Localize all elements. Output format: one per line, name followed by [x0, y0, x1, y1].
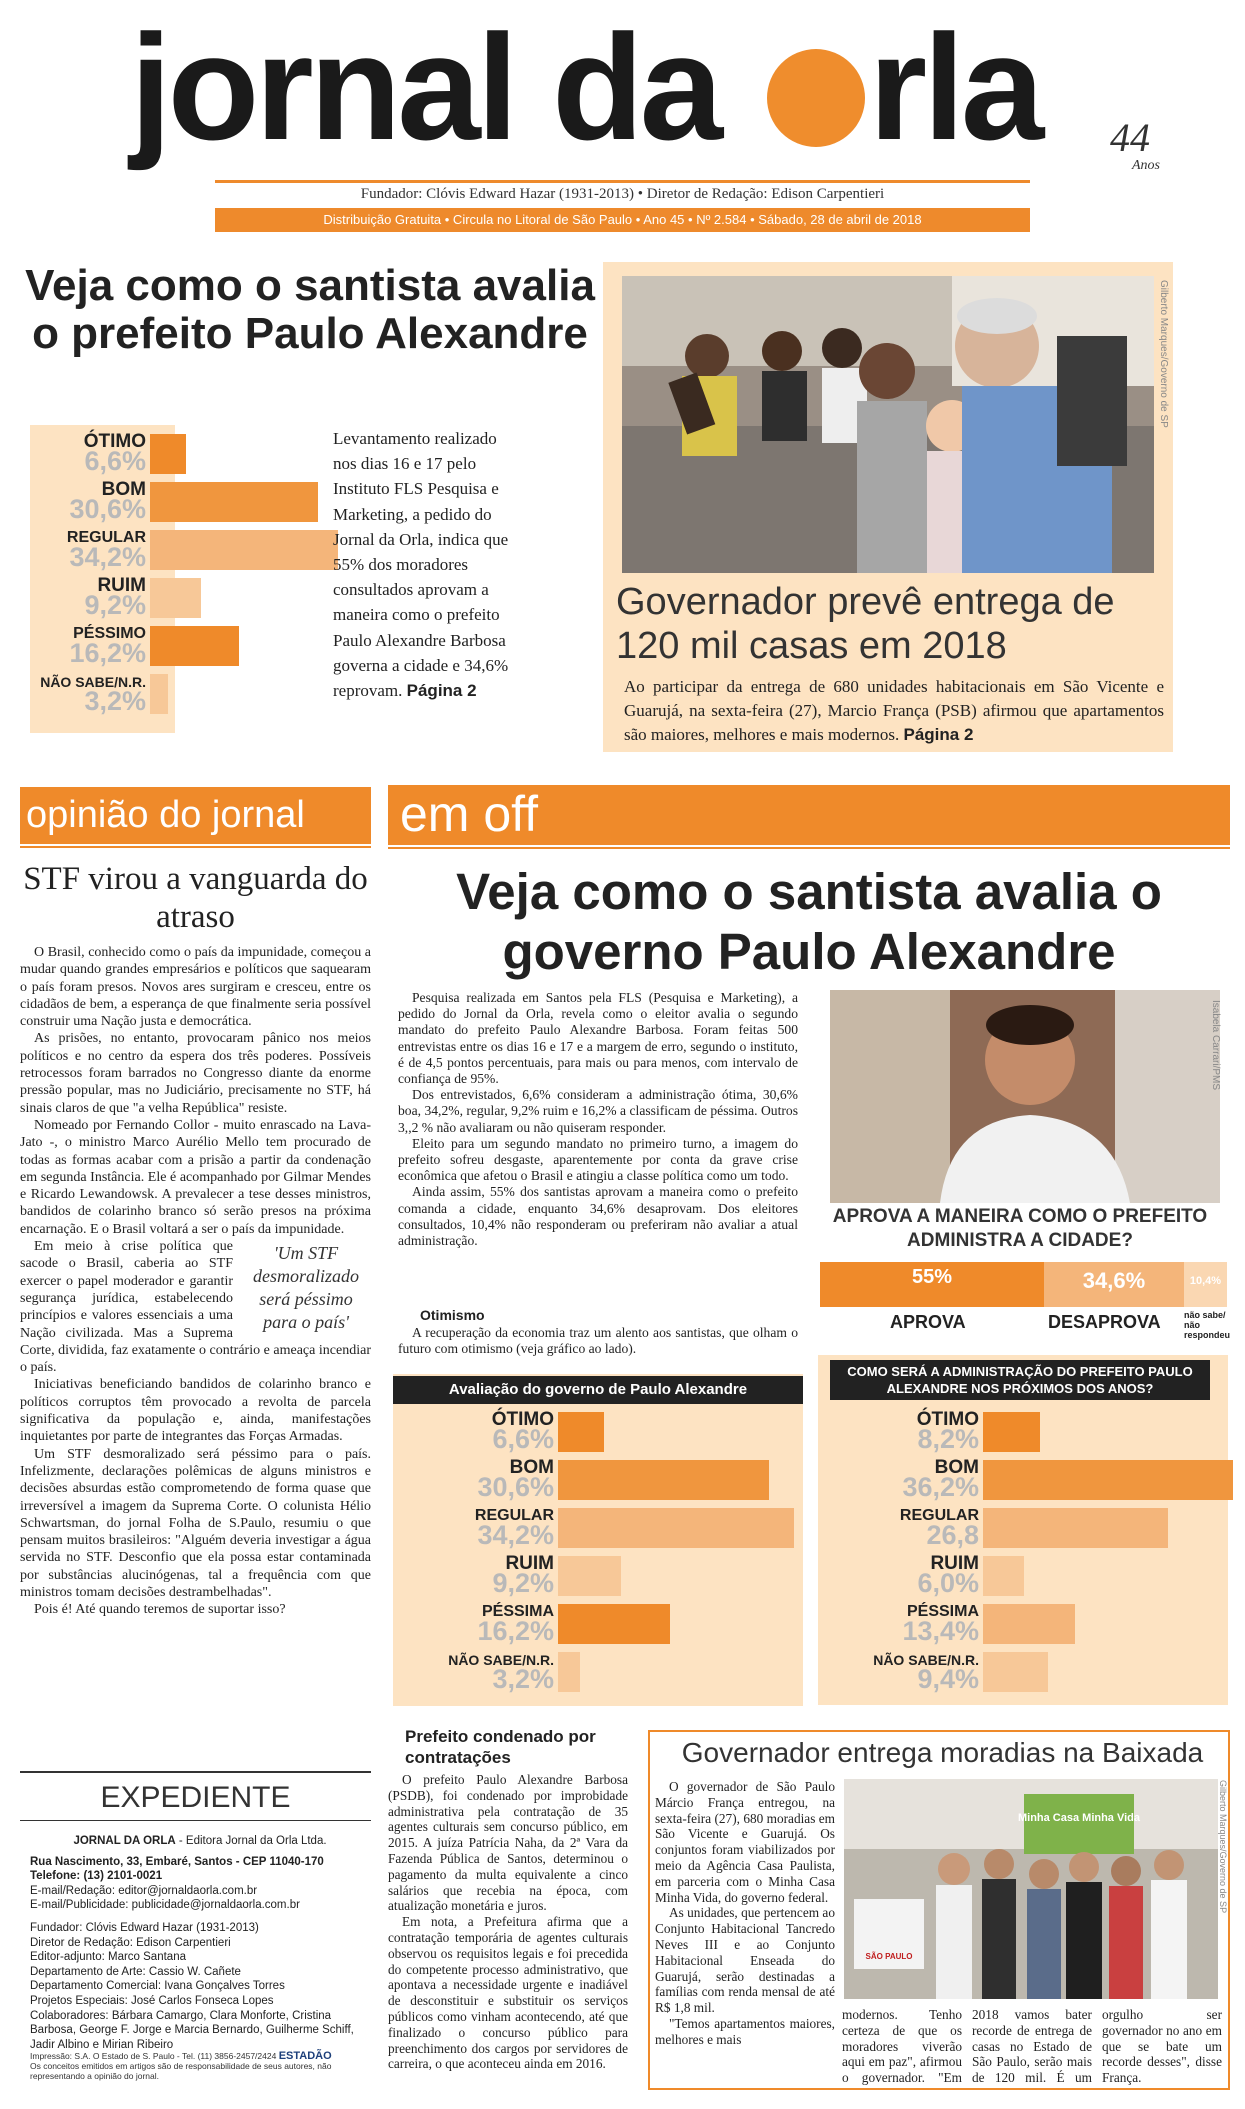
bar: [558, 1652, 580, 1692]
opinion-headline: STF virou a vanguarda do atraso: [23, 861, 368, 935]
approval-label-nr: não sabe/ não respondeu: [1184, 1310, 1231, 1340]
bar-label: NÃO SABE/N.R.: [873, 1652, 979, 1668]
photo-sign-text: Minha Casa Minha Vida: [1017, 1812, 1141, 1824]
bar-label: REGULAR: [474, 1507, 554, 1524]
opinion-paragraph: Em meio à crise política que sacode o Brasil, caberia ao STF exercer o papel moderador e garantir segurança jurídica, estabelecendo princípios e valores essenciais a uma Nação civilizada. Mas a Suprema Corte, dividida, faz exatamente o contrário e ameaça incendiar o país.: [20, 1239, 371, 1376]
approval-label-aprova: APROVA: [890, 1312, 966, 1332]
em-off-body: [398, 990, 798, 1249]
section-em-off-header: em off: [388, 785, 1230, 845]
bar: [983, 1508, 1168, 1548]
masthead-title-left: jornal da: [130, 3, 757, 171]
bar-value-label: 30,6%: [477, 1472, 554, 1502]
housing-ceremony-photo: [844, 1779, 1218, 1999]
expediente-disclaimer: Os conceitos emitidos em artigos são de responsabilidade de seus autores, não representando a opinião do jornal.: [30, 2061, 332, 2081]
photo-credit: Gilberto Marques/Governo de SP: [1218, 1780, 1228, 1914]
expediente-staff-line: Departamento Comercial: Ivana Gonçalves Torres: [30, 1980, 285, 1993]
expediente-title: EXPEDIENTE: [100, 1781, 291, 1814]
em-off-paragraph: A recuperação da economia traz um alento aos santistas, que olham o futuro com otimismo (veja gráfico ao lado).: [398, 1325, 798, 1357]
bar: [150, 578, 201, 618]
pull-quote: 'Um STF desmoralizado será péssimo para o país': [252, 1243, 359, 1333]
bar: [983, 1652, 1048, 1692]
bar-value-label: 6,6%: [84, 446, 146, 476]
entrega-body: [655, 1779, 835, 2048]
top-left-article: [333, 426, 518, 703]
bar-value-label: 13,4%: [902, 1616, 979, 1646]
bar-value-label: 6,0%: [917, 1568, 979, 1598]
bar-value-label: 3,2%: [492, 1664, 554, 1694]
opinion-paragraph: Um STF desmoralizado será péssimo para o país. Infelizmente, declarações polêmicas de alguns ministros e decisões absurdas estão comprometendo de forma quase que irreversível a imagem da Suprema Corte. O colunista Hélio Schwartsman, do jornal Folha de S.Paulo, resumiu o que pensam muitos brasileiros: "Alguém deveria investigar a água servida no STF. Desconfio que ela possa estar contaminada por substâncias alucinógenas, tal a frequência com que ministros tomam decisões destrambelhadas".: [20, 1446, 371, 1600]
bar-value-label: 26,8: [926, 1520, 979, 1550]
approval-bar-aprova: 55%: [820, 1262, 1044, 1307]
em-off-paragraph: Eleito para um segundo mandato no primeiro turno, a imagem do prefeito sofreu desgaste, aparentemente por conta da grave crise econômica que afetou o Brasil e atingiu a classe política como um todo.: [398, 1135, 798, 1184]
expediente-email-publicidade[interactable]: E-mail/Publicidade: publicidade@jornaldaorla.com.br: [30, 1899, 300, 1912]
bar-label: BOM: [101, 479, 146, 500]
bar-value-label: 8,2%: [917, 1424, 979, 1454]
section-divider: [388, 847, 1230, 849]
expediente-staff-line: Editor-adjunto: Marco Santana: [30, 1951, 186, 1964]
em-off-body-otimismo: [398, 1325, 798, 1357]
expediente-staff-line: Diretor de Redação: Edison Carpentieri: [30, 1936, 231, 1949]
em-off-paragraph: Dos entrevistados, 6,6% consideram a administração ótima, 30,6% boa, 34,2%, regular, 9,2% ruim e 16,2% a classificam de péssima. Outros 3,,2 % não avaliaram ou não quiseram responder.: [398, 1087, 798, 1135]
chart-panel-title: COMO SERÁ A ADMINISTRAÇÃO DO PREFEITO PAULO ALEXANDRE NOS PRÓXIMOS DOS ANOS?: [830, 1360, 1210, 1400]
expediente-staff-line: Projetos Especiais: José Carlos Fonseca Lopes: [30, 1994, 274, 2007]
governor-summary-text: Ao participar da entrega de 680 unidades habitacionais em São Vicente e Guarujá, na sexta-feira (27), Marcio França (PSB) afirmou que apartamentos são maiores, melhores e mais modernos.: [624, 677, 1164, 744]
expediente-address: Rua Nascimento, 33, Embaré, Santos - CEP 11040-170: [30, 1855, 324, 1868]
bar-label: NÃO SABE/N.R.: [448, 1652, 554, 1668]
expediente-phone: Telefone: (13) 2101-0021: [30, 1870, 163, 1883]
bar: [558, 1412, 604, 1452]
opinion-paragraph: O Brasil, conhecido como o país da impunidade, começou a mudar quando grandes empresários e políticos que saquearam o país foram presos. Novos ares surgiram e cresceu, entre os cidadãos de bem, a esperança de que finalmente seria possível construir uma Nação justa e democrática.: [20, 945, 371, 1030]
photo-credit: Isabela Carrari/PMS: [1210, 1000, 1221, 1091]
bar-label: ÓTIMO: [491, 1409, 554, 1430]
bar-value-label: 9,2%: [492, 1568, 554, 1598]
expediente-company-rest: - Editora Jornal da Orla Ltda.: [175, 1835, 327, 1847]
expediente-impressao: Impressão: S.A. O Estado de S. Paulo - Tel. (11) 3856-2457/2424: [30, 2051, 277, 2061]
em-off-paragraph: Pesquisa realizada em Santos pela FLS (Pesquisa e Marketing), a pedido do Jornal da Orla, revela como o eleitor avalia o segundo mandato do prefeito Paulo Alexandre Barbosa. Foram feitas 500 entrevistas entre os dias 16 e 17 e a margem de erro, segundo o instituto, é de 4,5 pontos percentuais, para mais ou para menos, com intervalo de confiança de 95%.: [398, 990, 798, 1087]
entrega-body-continued: modernos. Tenho certeza de que os moradores viverão aqui em paz", afirmou o governador. "Em 2018 vamos bater recorde de entrega de casas no Estado de São Paulo, serão mais de 120 mil. É um orgulho ser governador no ano em que se bate um recorde desses", disse França.: [842, 2007, 1222, 2086]
bar-label: ÓTIMO: [83, 431, 146, 452]
expediente-staff-line: Departamento de Arte: Cassio W. Cañete: [30, 1965, 241, 1978]
chart-avaliacao-small: [30, 432, 330, 732]
opinion-paragraph: Pois é! Até quando teremos de suportar isso?: [34, 1602, 286, 1618]
bar-value-label: 34,2%: [69, 542, 146, 572]
bar: [150, 530, 338, 570]
anniversary-number: 44: [1110, 115, 1150, 160]
top-left-text: Levantamento realizado nos dias 16 e 17 pelo Instituto FLS Pesquisa e Marketing, a pedido do Jornal da Orla, indica que 55% dos moradores consultados aprovam a maneira como o prefeito Paulo Alexandre Barbosa governa a cidade e 34,6% reprovam.: [333, 429, 509, 701]
governor-headline: Governador prevê entrega de 120 mil casas em 2018: [616, 581, 1115, 667]
bar-label: RUIM: [97, 575, 146, 596]
bar-value-label: 6,6%: [492, 1424, 554, 1454]
photo-sign-text: SÃO PAULO: [865, 1952, 913, 1961]
bar: [558, 1508, 794, 1548]
bar: [983, 1604, 1075, 1644]
entrega-paragraph: O governador de São Paulo Márcio França entregou, na sexta-feira (27), 680 moradias em São Vicente e Guarujá. Os conjuntos foram viabilizados por meio da Agência Casa Paulista, em parceria com o Minha Casa Minha Vida, do governo federal.: [655, 1779, 835, 1905]
masthead-title-right: rla: [868, 3, 1041, 171]
chart-futuro: [818, 1410, 1228, 1710]
chart-avaliacao: [393, 1410, 803, 1710]
photo-credit: Gilberto Marques/Governo de SP: [1158, 280, 1169, 428]
opinion-body: [20, 944, 371, 1619]
masthead-founder-line: Fundador: Clóvis Edward Hazar (1931-2013) • Diretor de Redação: Edison Carpentieri: [360, 186, 885, 202]
em-off-subhead: Otimismo: [420, 1307, 485, 1323]
bar: [983, 1556, 1024, 1596]
bar: [558, 1556, 621, 1596]
governor-page-ref[interactable]: Página 2: [903, 725, 974, 744]
expediente-body: [30, 1834, 370, 2052]
bar: [150, 674, 168, 714]
entrega-paragraph: As unidades, que pertencem ao Conjunto Habitacional Tancredo Neves III e ao Conjunto Habitacional Enseada do Guarujá, serão destinadas a famílias com renda mensal de até R$ 1,8 mil.: [655, 1905, 835, 2016]
masthead-divider: [215, 180, 1030, 183]
mayor-portrait-photo: [830, 990, 1220, 1203]
expediente-staff-line: Colaboradores: Bárbara Camargo, Clara Monforte, Cristina Barbosa, George F. Jorge e Marcia Bernardo, Guilherme Schiff, Jadir Albino e Mirian Ribeiro: [30, 2009, 354, 2051]
expediente-company: JORNAL DA ORLA: [73, 1835, 176, 1847]
approval-bar-desaprova: 34,6%: [1044, 1262, 1184, 1307]
governor-summary: [624, 675, 1164, 747]
top-left-headline: Veja como o santista avalia o prefeito Paulo Alexandre: [25, 261, 595, 358]
masthead-info-bar: Distribuição Gratuita • Circula no Litoral de São Paulo • Ano 45 • Nº 2.584 • Sábado, 28 de abril de 2018: [215, 208, 1030, 232]
bar: [983, 1412, 1040, 1452]
bar-label: PÉSSIMO: [73, 625, 146, 642]
approval-question: APROVA A MANEIRA COMO O PREFEITO ADMINISTRA A CIDADE?: [832, 1206, 1208, 1251]
chart-panel-title: Avaliação do governo de Paulo Alexandre: [393, 1376, 803, 1404]
expediente-divider: [20, 1820, 371, 1821]
bar-label: PÉSSIMA: [906, 1603, 979, 1620]
masthead-logo: [130, 0, 1040, 175]
bar-value-label: 34,2%: [477, 1520, 554, 1550]
condenado-paragraph: O prefeito Paulo Alexandre Barbosa (PSDB), foi condenado por improbidade administrativa pela contratação de 35 agentes culturais sem concurso público, em 2015. A juíza Patrícia Naha, da 2ª Vara da Fazenda Pública de Santos, determinou o pagamento da multa equivalente a cinco salários que recebia na época, com atualização monetária e juros.: [388, 1772, 628, 1914]
bar-label: RUIM: [930, 1553, 979, 1574]
estadao-logo: ESTADÃO: [278, 2050, 332, 2062]
bar-value-label: 16,2%: [477, 1616, 554, 1646]
opinion-paragraph: Iniciativas beneficiando bandidos de colarinho branco e políticos corruptos têm provocado a revolta de parcela significativa da população e, ainda, manifestações inquietantes por parte de integrantes das Forças Armadas.: [20, 1377, 371, 1445]
bar-label: BOM: [934, 1457, 979, 1478]
bar-value-label: 30,6%: [69, 494, 146, 524]
bar-value-label: 16,2%: [69, 638, 146, 668]
bar: [150, 434, 186, 474]
bar: [558, 1604, 670, 1644]
bar: [150, 626, 239, 666]
bar-label: BOM: [509, 1457, 554, 1478]
expediente-company-line: [30, 1834, 370, 1849]
bar-label: ÓTIMO: [916, 1409, 979, 1430]
entrega-paragraph: "Temos apartamentos maiores, melhores e mais: [655, 2015, 835, 2047]
condenado-headline: Prefeito condenado por contratações: [405, 1727, 596, 1767]
section-divider: [20, 846, 371, 848]
condenado-paragraph: Em nota, a Prefeitura afirma que a contratação temporária de agentes culturais observou os requisitos legais e foi precedida do competente processo administrativo, que apontava a necessidade urgente e inadiável de desconstituir e substituir os serviços públicos como vinham acontecendo, até que finalizado o concurso público para preenchimento dos cargos por servidores de carreira, o que aconteceu ainda em 2016.: [388, 1914, 628, 2072]
orange-dot-icon: [767, 49, 865, 147]
approval-bar-nr: 10,4%: [1184, 1262, 1227, 1307]
bar-label: REGULAR: [66, 529, 146, 546]
bar-label: PÉSSIMA: [481, 1603, 554, 1620]
em-off-headline: Veja como o santista avalia o governo Paulo Alexandre: [456, 863, 1162, 980]
bar-value-label: 3,2%: [84, 686, 146, 716]
bar: [983, 1460, 1233, 1500]
bar-value-label: 9,4%: [917, 1664, 979, 1694]
bar-label: NÃO SABE/N.R.: [40, 674, 146, 690]
bar-value-label: 9,2%: [84, 590, 146, 620]
opinion-paragraph: Nomeado por Fernando Collor - muito enrascado na Lava-Jato -, o ministro Marco Aurélio Mello tem procurado de todas as formas acabar com a prisão a partir da condenação em segunda Instância. Ele é acompanhado por Gilmar Mendes e Ricardo Lewandowsk. A prevalecer a tese desses ministros, bandidos de colarinho branco só serão presos na próxima encarnação. E o Brasil voltará a ser o país da impunidade.: [20, 1117, 371, 1237]
bar-label: RUIM: [505, 1553, 554, 1574]
expediente-email-redacao[interactable]: E-mail/Redação: editor@jornaldaorla.com.br: [30, 1884, 258, 1897]
governor-selfie-photo: [622, 276, 1154, 573]
top-left-page-ref[interactable]: Página 2: [406, 681, 477, 701]
expediente-footer: [30, 2051, 370, 2081]
bar: [150, 482, 318, 522]
expediente-staff-line: Fundador: Clóvis Edward Hazar (1931-2013): [30, 1921, 259, 1934]
expediente-divider: [20, 1771, 371, 1773]
condenado-body: [388, 1772, 628, 2072]
section-opiniao-header: opinião do jornal: [20, 787, 371, 844]
em-off-paragraph: Ainda assim, 55% dos santistas aprovam a maneira como o prefeito comanda a cidade, enquanto 34,6% desaprovam. Dos eleitores consultados, 10,4% não responderam ou preferiram não avaliar a atual administração.: [398, 1184, 798, 1249]
entrega-headline: Governador entrega moradias na Baixada: [681, 1737, 1204, 1768]
anniversary-label: Anos: [1132, 158, 1160, 173]
bar-value-label: 36,2%: [902, 1472, 979, 1502]
bar-label: REGULAR: [899, 1507, 979, 1524]
opinion-paragraph: As prisões, no entanto, provocaram pânico nos meios políticos e no centro da espera dos três poderes. Possíveis retrocessos foram barrados no Congresso diante da enorme pressão popular, mas no Judiciário, precisamente no STF, há sinais claros de que "a velha República" resiste.: [20, 1031, 371, 1116]
approval-label-desaprova: DESAPROVA: [1048, 1312, 1161, 1332]
bar: [558, 1460, 769, 1500]
